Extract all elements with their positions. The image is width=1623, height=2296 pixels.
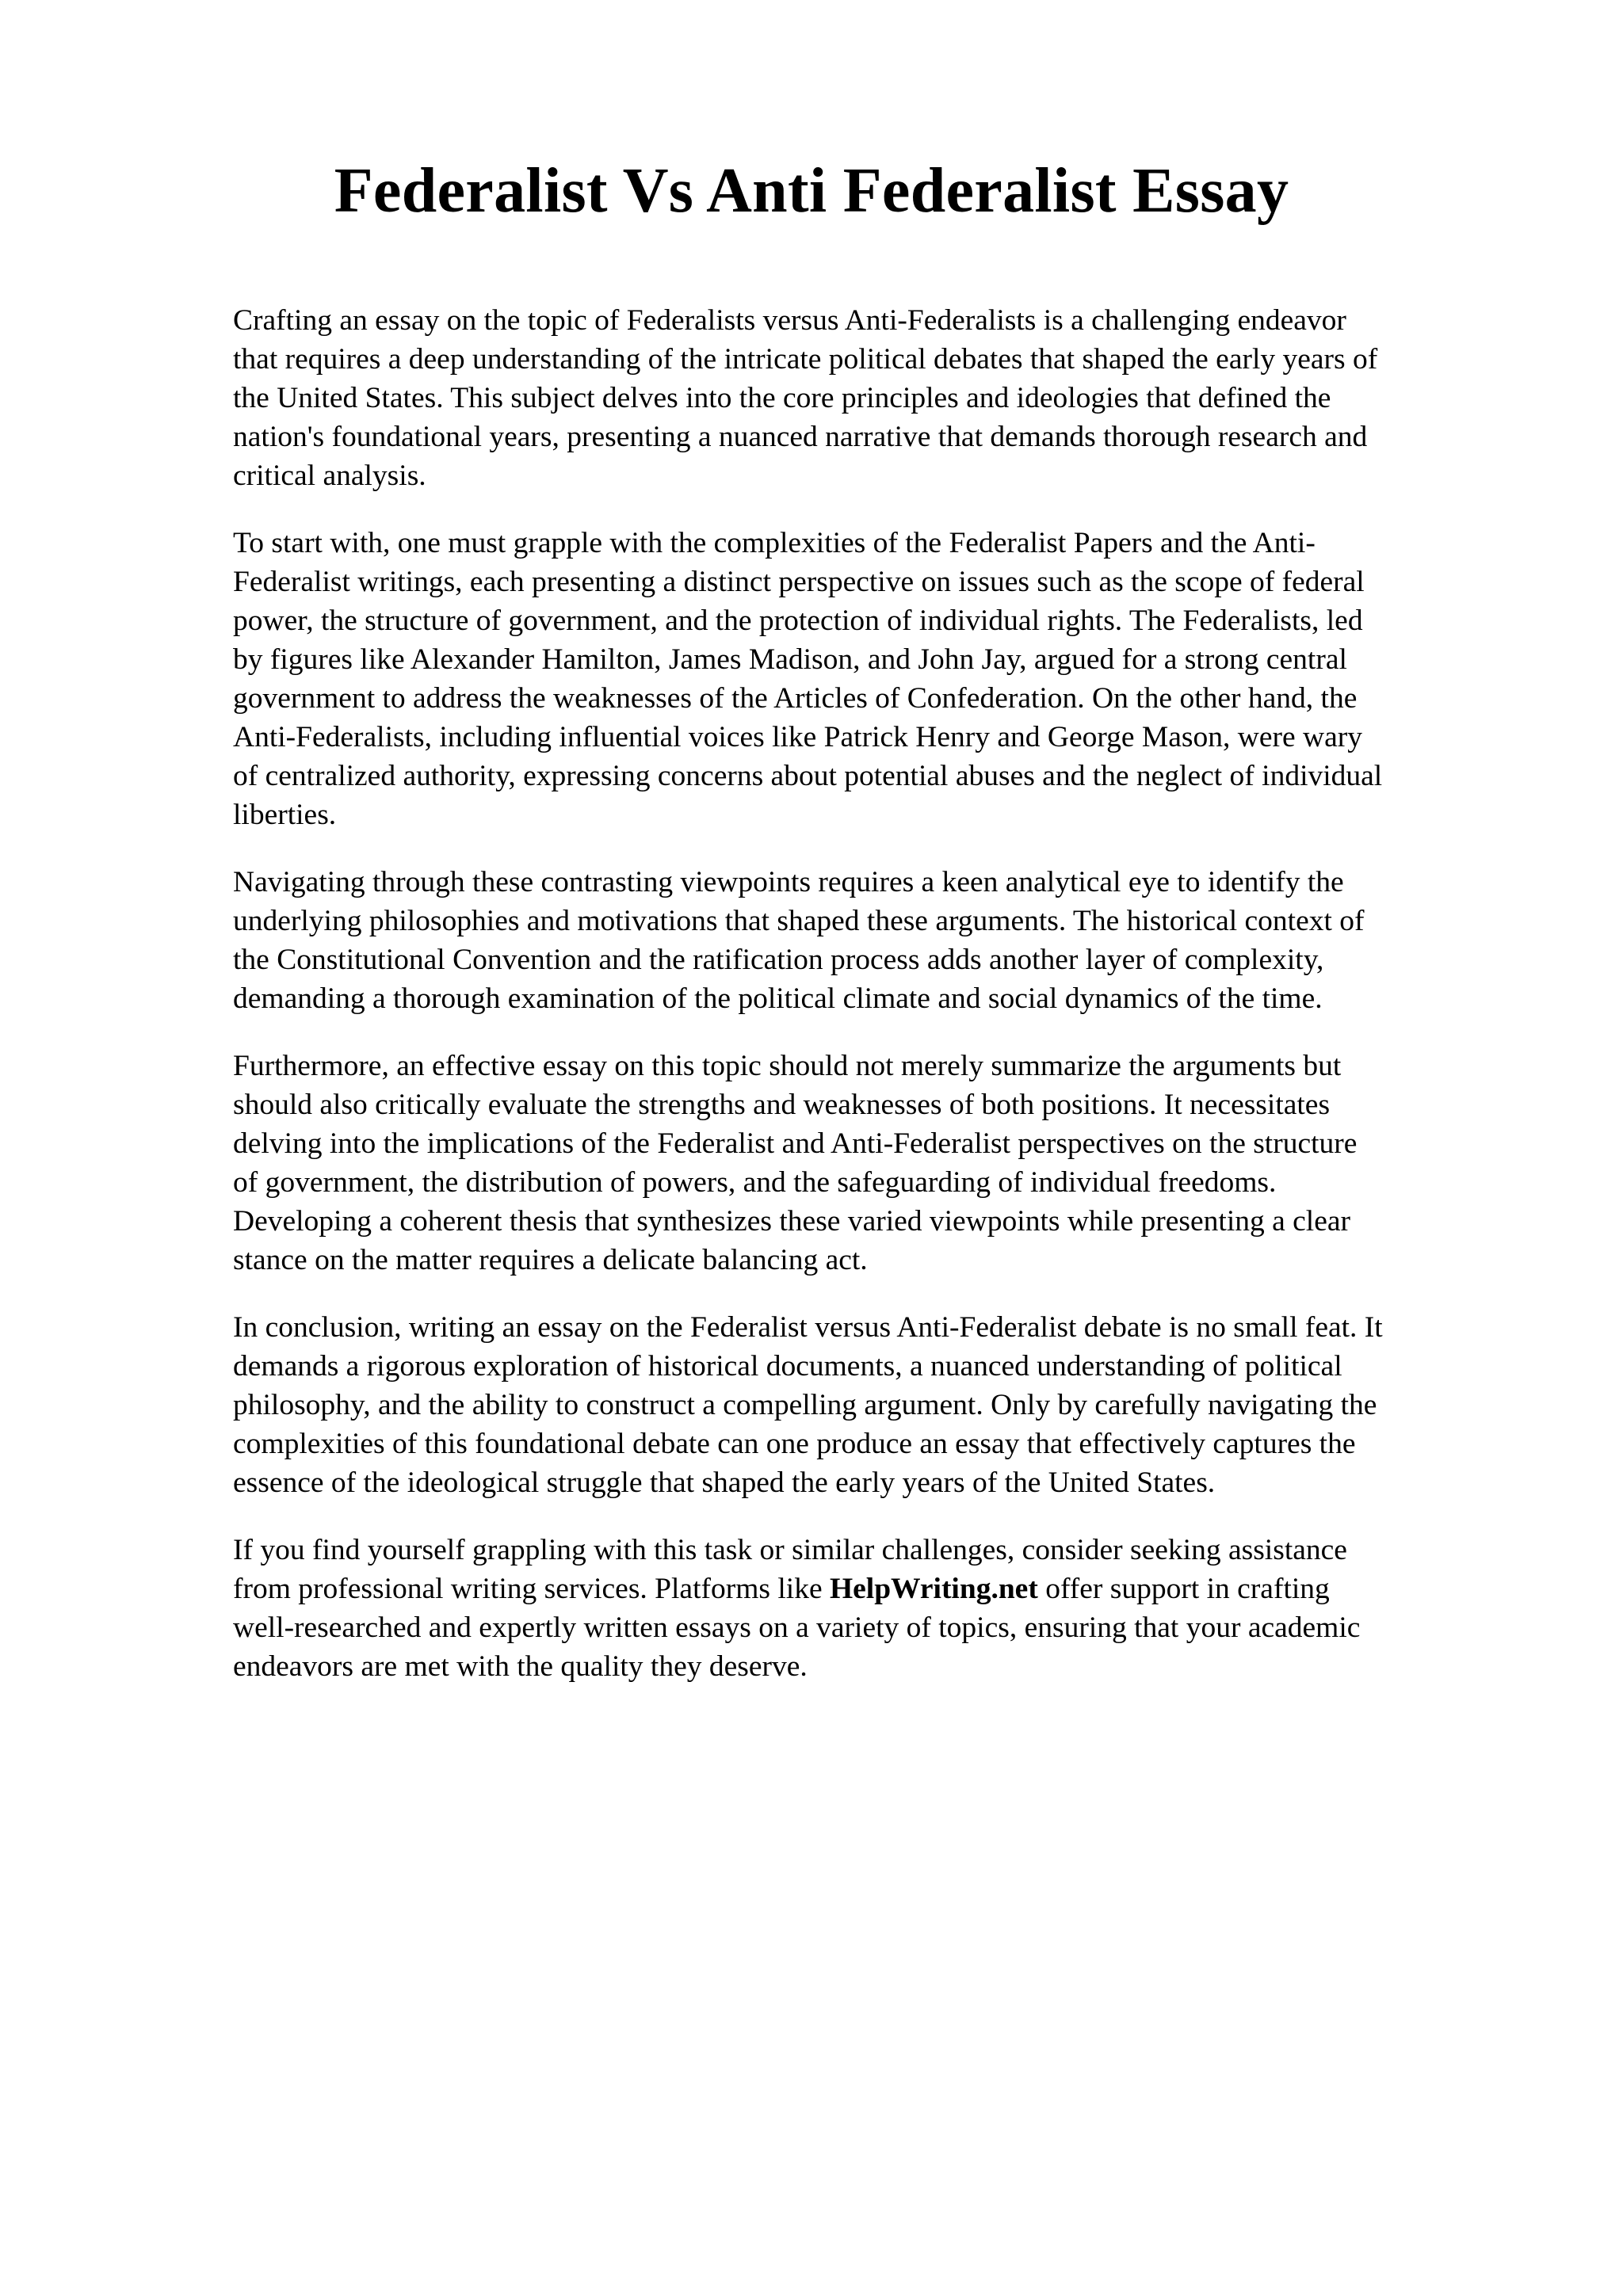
text-line: Navigating through these contrasting viewpoints requires a keen analytical eye to identify the [233, 866, 1344, 898]
text-line: complexities of this foundational debate can one produce an essay that effectively captures the [233, 1428, 1356, 1460]
text-line: Crafting an essay on the topic of Federalists versus Anti-Federalists is a challenging endeavor [233, 304, 1346, 337]
text-line: well-researched and expertly written essays on a variety of topics, ensuring that your academic [233, 1611, 1361, 1644]
text-line: To start with, one must grapple with the complexities of the Federalist Papers and the Anti- [233, 527, 1316, 559]
text-line: Developing a coherent thesis that synthesizes these varied viewpoints while presenting a clear [233, 1205, 1350, 1238]
text-fragment: offer support in crafting [1037, 1573, 1330, 1605]
text-line: Federalist writings, each presenting a distinct perspective on issues such as the scope of federal [233, 566, 1365, 598]
text-line: of centralized authority, expressing concerns about potential abuses and the neglect of individual [233, 760, 1383, 792]
text-line: delving into the implications of the Federalist and Anti-Federalist perspectives on the structure [233, 1127, 1358, 1160]
text-line: demands a rigorous exploration of historical documents, a nuanced understanding of political [233, 1350, 1342, 1383]
text-line: stance on the matter requires a delicate balancing act. [233, 1244, 868, 1276]
text-line: government to address the weaknesses of the Articles of Confederation. On the other hand, the [233, 682, 1358, 715]
text-line: that requires a deep understanding of the intricate political debates that shaped the early years of [233, 343, 1378, 376]
text-line [233, 1569, 1517, 1608]
paragraph-closing [233, 1531, 1517, 1686]
text-line: critical analysis. [233, 460, 426, 492]
paragraph-conclusion [233, 1308, 1517, 1502]
text-line: liberties. [233, 799, 337, 831]
text-line: essence of the ideological struggle that shaped the early years of the United States. [233, 1466, 1216, 1499]
text-line: endeavors are met with the quality they deserve. [233, 1650, 808, 1683]
text-line: demanding a thorough examination of the political climate and social dynamics of the time. [233, 982, 1323, 1015]
text-line: Anti-Federalists, including influential voices like Patrick Henry and George Mason, were wary [233, 721, 1362, 753]
text-line: the United States. This subject delves into the core principles and ideologies that defined the [233, 382, 1331, 414]
text-line: philosophy, and the ability to construct a compelling argument. Only by carefully navigating the [233, 1389, 1377, 1421]
paragraph-perspectives [233, 524, 1517, 834]
page-title: Federalist Vs Anti Federalist Essay [334, 156, 1289, 226]
paragraph-intro [233, 301, 1517, 495]
text-line: by figures like Alexander Hamilton, James Madison, and John Jay, argued for a strong central [233, 643, 1347, 676]
paragraph-evaluation [233, 1047, 1517, 1280]
text-line: of government, the distribution of powers, and the safeguarding of individual freedoms. [233, 1166, 1277, 1199]
text-line: power, the structure of government, and the protection of individual rights. The Federalists, led [233, 605, 1363, 637]
text-line: the Constitutional Convention and the ratification process adds another layer of complexity, [233, 944, 1324, 976]
text-fragment: from professional writing services. Platforms like [233, 1573, 830, 1605]
text-line: In conclusion, writing an essay on the Federalist versus Anti-Federalist debate is no small feat. It [233, 1311, 1383, 1344]
essay-body [233, 301, 1517, 1714]
text-line: Furthermore, an effective essay on this topic should not merely summarize the arguments but [233, 1050, 1342, 1082]
text-line: If you find yourself grappling with this task or similar challenges, consider seeking assistance [233, 1534, 1347, 1566]
text-line: nation's foundational years, presenting a nuanced narrative that demands thorough research and [233, 421, 1368, 453]
text-line: underlying philosophies and motivations that shaped these arguments. The historical context of [233, 905, 1365, 937]
brand-name: HelpWriting.net [829, 1573, 1038, 1605]
text-line: should also critically evaluate the strengths and weaknesses of both positions. It necessitates [233, 1089, 1331, 1121]
paragraph-viewpoints [233, 863, 1517, 1018]
